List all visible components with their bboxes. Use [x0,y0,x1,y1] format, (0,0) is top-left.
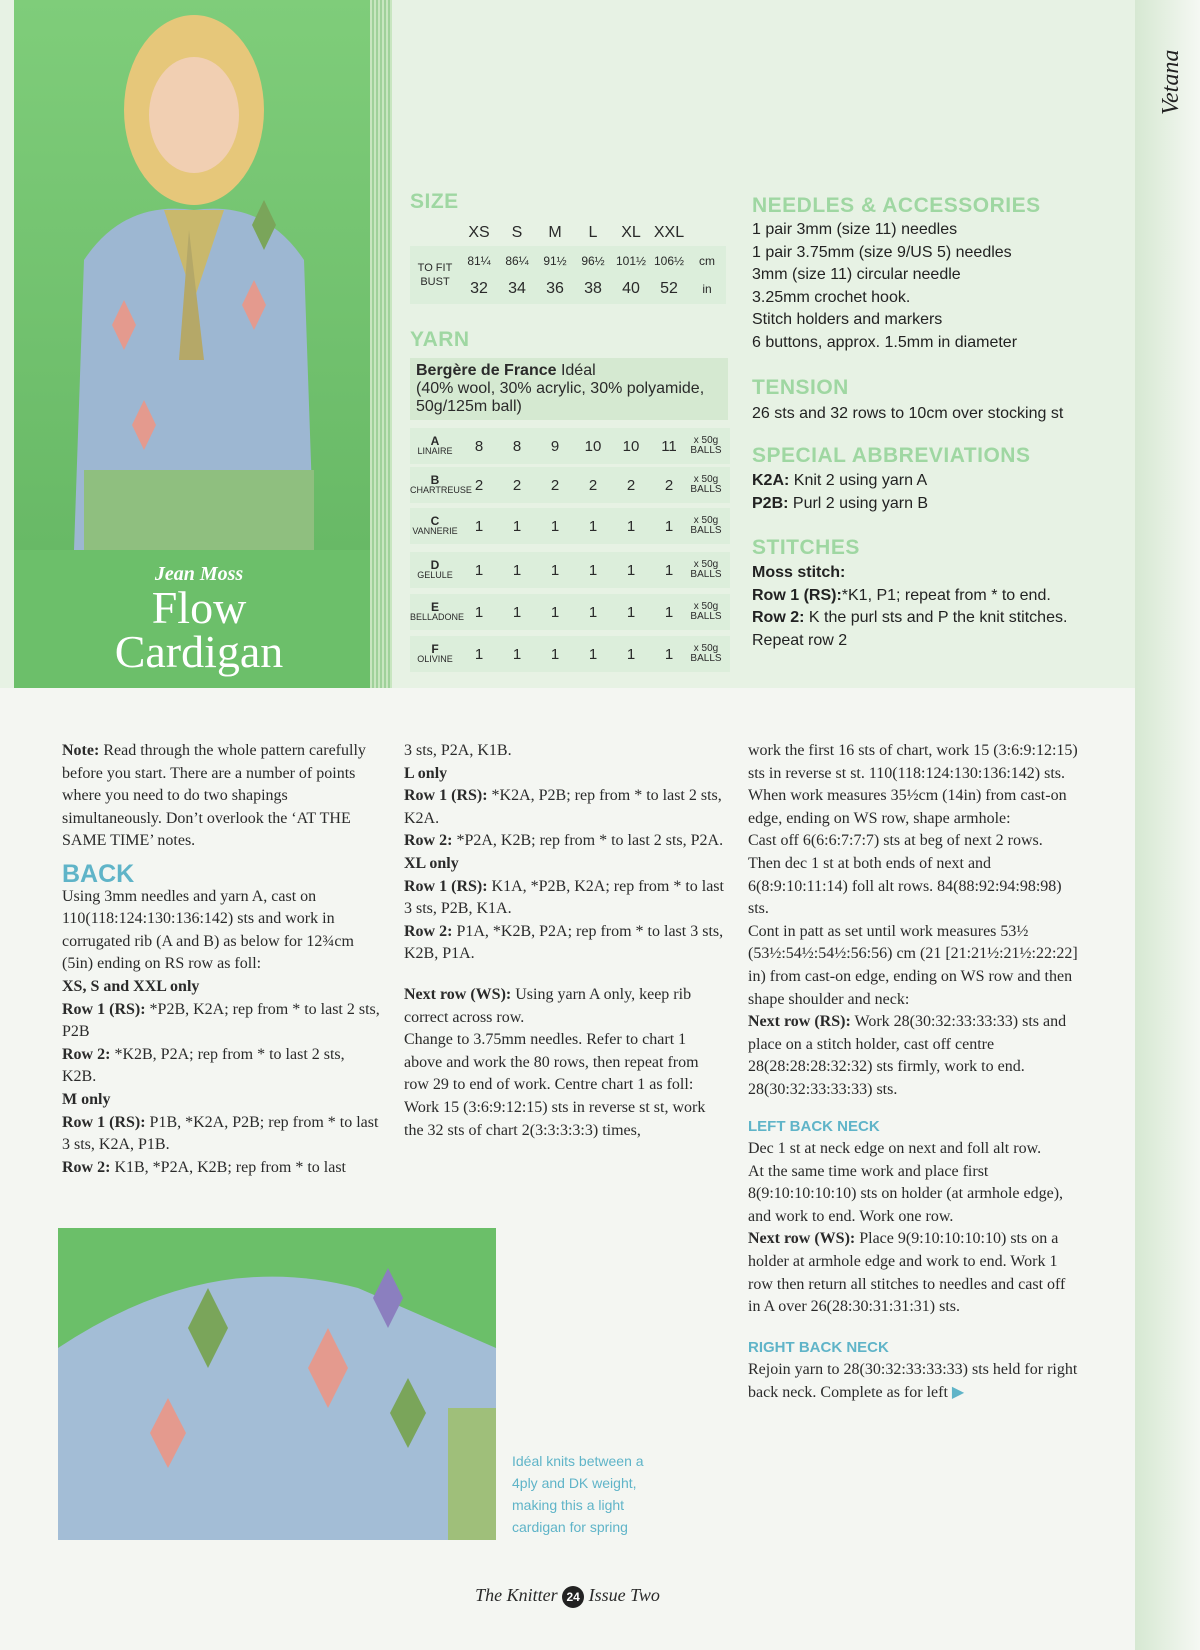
ball-count: 1 [512,603,522,621]
unit-top: x 50g [693,601,719,612]
row-text: Work 28(30:32:33:33:33) sts and place on a stitch holder, cast off centre 28(28:28:28:32:32) sts firmly, work to end. 28(30:32:33:33:33) sts. [748,1013,1067,1098]
size-table [410,220,726,304]
size-l: L [588,224,598,241]
abbreviations-heading: SPECIAL ABBREVIATIONS [752,444,1031,467]
ball-count: 2 [588,476,598,494]
needles-list [752,219,1017,354]
watermark [1150,20,1190,130]
ball-count: 1 [474,517,484,535]
row-text: P1B, *K2A, P2B; rep from * to last 3 sts, K2A, P1B. [62,1113,379,1154]
page-footer [0,1585,1135,1608]
model-photo [14,0,376,550]
tension-text: 26 sts and 32 rows to 10cm over stocking st [752,405,1064,422]
paragraph: Rejoin yarn to 28(30:32:33:33:33) sts held for right back neck. Complete as for left [748,1361,1078,1402]
ball-count: 1 [664,603,674,621]
yarn-row-d [410,552,730,588]
in-unit: in [702,282,712,296]
sub-label: XL only [404,854,459,872]
ball-count: 8 [512,437,522,455]
yarn-description [410,358,728,420]
abbreviations-list [752,470,928,515]
ball-count: 10 [622,437,640,455]
ball-count: 1 [626,603,636,621]
sub-label: M only [62,1090,111,1108]
ball-count: 1 [626,561,636,579]
sub-label: XS, S and XXL only [62,977,200,995]
size-xxl: XXL [653,224,685,241]
watermark-text: Vetana [1158,49,1184,115]
yarn-color-name: VANNERIE [412,526,458,536]
yarn-heading: YARN [410,328,470,351]
yarn-row-b [410,467,730,503]
row-text: *K2B, P2A; rep from * to last 2 sts, K2B. [62,1045,345,1086]
ball-count: 2 [550,476,560,494]
title-line-2: Cardigan [114,626,284,677]
column-2 [404,740,726,1142]
photo-caption: Idéal knits between a 4ply and DK weight, making this a light cardigan for spring [512,1453,644,1535]
paragraph: Dec 1 st at neck edge on next and foll alt row. [748,1140,1042,1158]
in-value: 34 [508,280,526,297]
yarn-brand: Bergère de France [416,362,557,379]
abbrev-text: Knit 2 using yarn A [789,472,928,489]
paragraph: Work 15 (3:6:9:12:15) sts in reverse st st, work the 32 sts of chart 2(3:3:3:3:3) times, [404,1098,706,1139]
repeat-text: Repeat row 2 [752,631,848,649]
needles-item: Stitch holders and markers [752,311,943,328]
unit-top: x 50g [693,435,719,446]
yarn-color-name: LINAIRE [417,446,453,456]
cm-value: 86¼ [505,254,529,268]
ball-count: 1 [474,561,484,579]
paragraph: work the first 16 sts of chart, work 15 (3:6:9:12:15) sts in reverse st st. 110(118:124:130:136:142) sts. [748,742,1078,782]
unit-bottom: BALLS [690,445,722,456]
ball-count: 1 [512,561,522,579]
paragraph: When work measures 35½cm (14in) from cast-on edge, ending on WS row, shape armhole: [748,787,1067,827]
left-back-neck-heading: LEFT BACK NECK [748,1117,880,1135]
row-key: Next row (WS): [748,1230,856,1248]
ball-count: 1 [626,517,636,535]
title-line-1: Flow [151,582,247,633]
magazine-name: The Knitter [475,1585,558,1605]
cm-value: 91½ [543,254,567,268]
needles-item: 1 pair 3mm (size 11) needles [752,221,958,238]
row-key: Row 2: [62,1158,111,1176]
paragraph: Cont in patt as set until work measures 53½ (53½:54½:54½:56:56) cm (21 [21:21½:21½:22:22] in) from cast-on edge, ending on WS row and then shape shoulder and neck: [748,922,1078,1008]
needles-heading: NEEDLES & ACCESSORIES [752,194,1041,217]
cm-value: 96½ [581,254,605,268]
back-heading: BACK [62,859,135,888]
abbrev-key: P2B: [752,494,789,512]
to-fit-bust-label: TO FIT BUST [417,262,453,288]
unit-top: x 50g [693,643,719,654]
continue-arrow-icon: ▶ [951,1384,965,1402]
needles-item: 6 buttons, approx. 1.5mm in diameter [752,333,1018,351]
detail-photo [58,1228,496,1540]
yarn-color-name: OLIVINE [417,654,453,664]
ball-count: 1 [626,645,636,663]
row-key: Next row (WS): [404,985,512,1003]
in-value: 52 [660,280,678,297]
row-text: P1A, *K2B, P2A; rep from * to last 3 sts, K2B, P1A. [404,922,724,963]
row-key: Row 2: [62,1045,111,1063]
ball-count: 2 [474,476,484,494]
needles-item: 1 pair 3.75mm (size 9/US 5) needles [752,243,1012,261]
paragraph: Cast off 6(6:6:7:7:7) sts at beg of next 2 rows. Then dec 1 st at both ends of next and 6(8:9:10:11:14) foll alt rows. 84(88:92:94:98:98) sts. [748,832,1062,918]
page-number: 24 [562,1586,584,1608]
ball-count: 2 [664,476,674,494]
size-xs: XS [468,224,490,241]
ball-count: 1 [664,561,674,579]
paragraph: Change to 3.75mm needles. Refer to chart 1 above and work the 80 rows, then repeat from row 29 to end of work. Centre chart 1 as foll: [404,1031,699,1094]
stitches-text [752,562,1067,652]
row-text: Place 9(9:10:10:10:10) sts on a holder at armhole edge and work to end. Work 1 row then return all stitches to needles and cast off in A over 26(28:30:31:31:31) sts. [748,1230,1066,1316]
back-paragraph: Using 3mm needles and yarn A, cast on 110(118:124:130:136:142) sts and work in corrugated rib (A and B) as below for 12¾cm (5in) ending on RS row as foll: [62,887,354,973]
ball-count: 1 [664,517,674,535]
ball-count: 11 [661,437,677,455]
yarn-color-name: GELULE [417,570,453,580]
yarn-row-f [410,636,730,672]
ball-count: 10 [584,437,602,455]
ball-count: 1 [474,603,484,621]
cm-unit: cm [699,254,715,268]
ball-count: 2 [512,476,522,494]
cm-value: 81¼ [467,254,491,268]
in-value: 38 [584,280,602,297]
yarn-letter: A [430,434,440,448]
ball-count: 8 [474,437,484,455]
ball-count: 1 [550,645,560,663]
column-3 [748,740,1078,1405]
designer-name: Jean Moss [154,563,244,585]
tension-heading: TENSION [752,376,849,399]
yarn-row-e [410,594,730,630]
yarn-letter: F [431,642,439,656]
yarn-letter: D [430,558,440,572]
row-text: *K1, P1; repeat from * to end. [841,586,1051,604]
row-key: Row 1 (RS): [62,1113,146,1131]
yarn-color-name: CHARTREUSE [410,485,472,495]
row-key: Row 2: [752,609,805,626]
size-heading: SIZE [410,190,459,213]
ball-count: 1 [588,517,598,535]
moss-stitch-label: Moss stitch: [752,564,846,581]
unit-bottom: BALLS [690,611,722,622]
ball-count: 1 [550,517,560,535]
size-m: M [548,224,562,241]
ball-count: 2 [626,476,636,494]
yarn-composition: (40% wool, 30% acrylic, 30% polyamide, 50g/125m ball) [416,380,705,415]
size-s: S [511,224,523,241]
cardigan-model-illustration [14,0,376,550]
row-text: *P2A, K2B; rep from * to last 2 sts, P2A. [452,832,724,850]
note-text: Read through the whole pattern carefully before you start. There are a number of points where you need to do two shapings simultaneously. Don’t overlook the ‘AT THE SAME TIME’ notes. [62,742,366,850]
ball-count: 1 [588,603,598,621]
yarn-color-name: BELLADONE [410,612,465,622]
unit-top: x 50g [693,559,719,570]
title-block [14,555,384,688]
size-xl: XL [621,224,641,241]
yarn-row-c [410,508,730,544]
row-key: Row 1 (RS): [404,877,488,895]
ball-count: 1 [550,561,560,579]
in-value: 36 [546,280,564,297]
sub-label: L only [404,764,448,782]
unit-bottom: BALLS [690,484,722,495]
issue-label: Issue Two [588,1585,660,1605]
row-key: Row 2: [404,922,453,940]
needles-item: 3.25mm crochet hook. [752,288,911,306]
row-text: *P2B, K2A; rep from * to last 2 sts, P2B [62,1000,380,1041]
unit-bottom: BALLS [690,653,722,664]
ball-count: 1 [550,603,560,621]
unit-bottom: BALLS [690,525,722,536]
stitches-heading: STITCHES [752,536,860,559]
row-text: K1A, *P2B, K2A; rep from * to last 3 sts, P2B, K1A. [404,877,724,918]
needles-item: 3mm (size 11) circular needle [752,266,961,283]
yarn-letter: B [430,473,440,487]
unit-top: x 50g [693,474,719,485]
ball-count: 9 [550,437,560,455]
ball-count: 1 [512,645,522,663]
cardigan-detail-illustration [58,1228,496,1540]
row-key: Row 2: [404,832,453,850]
yarn-letter: E [430,600,439,614]
abbrev-key: K2A: [752,472,790,489]
column-1 [62,740,382,1179]
row-text: *K2A, P2B; rep from * to last 2 sts, K2A. [404,787,722,827]
in-value: 40 [622,280,640,297]
unit-top: x 50g [693,515,719,526]
yarn-name: Idéal [556,362,596,379]
unit-bottom: BALLS [690,569,722,580]
paragraph: At the same time work and place first 8(9:10:10:10:10) sts on holder (at armhole edge), and work to end. Work one row. [748,1162,1064,1225]
row-key: Row 1 (RS): [404,787,488,805]
abbrev-text: Purl 2 using yarn B [788,494,929,512]
row-text: Using yarn A only, keep rib correct across row. [404,985,692,1026]
yarn-row-a [410,428,730,464]
cm-value: 101½ [615,254,647,268]
row-key: Next row (RS): [748,1013,851,1031]
yarn-letter: C [430,514,440,528]
ball-count: 1 [664,645,674,663]
row-key: Row 1 (RS): [752,586,842,604]
ball-count: 1 [588,561,598,579]
ball-count: 1 [512,517,522,535]
row-key: Row 1 (RS): [62,1000,146,1018]
right-back-neck-heading: RIGHT BACK NECK [748,1338,889,1356]
in-value: 32 [470,280,488,297]
row-text: K the purl sts and P the knit stitches. [804,609,1068,626]
ball-count: 1 [474,645,484,663]
note-key: Note: [62,742,100,759]
cm-value: 106½ [653,254,685,268]
row-text: K1B, *P2A, K2B; rep from * to last [110,1158,346,1176]
paragraph: 3 sts, P2A, K1B. [404,742,512,759]
page-edge [1135,0,1200,1650]
ball-count: 1 [588,645,598,663]
